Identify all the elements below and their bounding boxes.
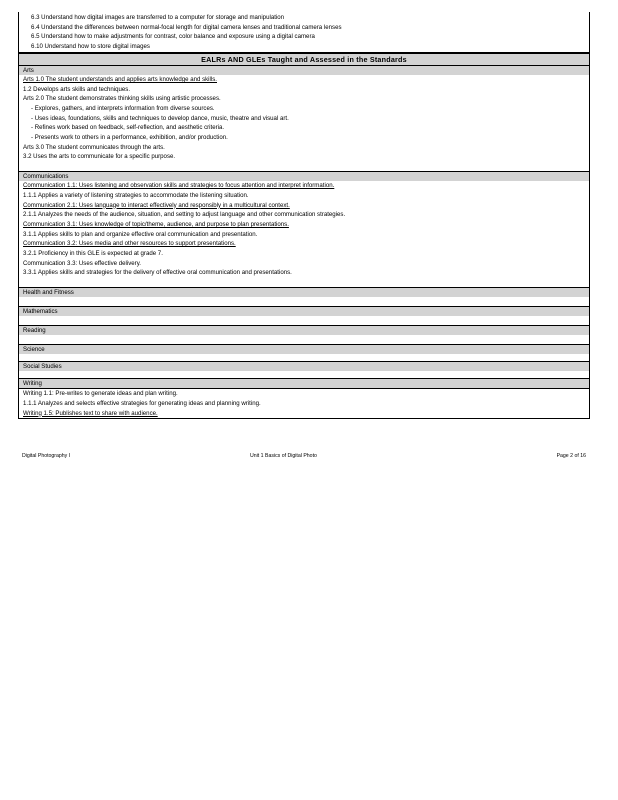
arts-line: Arts 3.0 The student communicates through the arts. bbox=[23, 143, 165, 151]
section-title-health: Health and Fitness bbox=[19, 287, 589, 297]
arts-line: Arts 2.0 The student demonstrates thinking skills using artistic processes. bbox=[23, 95, 221, 103]
objective-line: 6.10 Understand how to store digital images bbox=[31, 43, 150, 51]
arts-line: 1.2 Develops arts skills and techniques. bbox=[23, 85, 131, 93]
communications-line: Communication 2.1: Uses language to interact effectively and responsibly in a multicultural context. bbox=[23, 201, 290, 209]
communications-line: Communication 3.1: Uses knowledge of topic/theme, audience, and purpose to plan presentations. bbox=[23, 220, 289, 228]
objective-line: 6.4 Understand the differences between normal-focal length for digital camera lenses and traditional camera lenses bbox=[31, 23, 342, 31]
section-title-arts: Arts bbox=[19, 66, 589, 75]
section-title-mathematics: Mathematics bbox=[19, 306, 589, 316]
footer-unit: Unit 1 Basics of Digital Photo bbox=[250, 453, 317, 459]
standards-header: EALRs AND GLEs Taught and Assessed in the Standards bbox=[19, 53, 589, 66]
arts-line: - Presents work to others in a performance, exhibition, and/or production. bbox=[31, 134, 228, 142]
objectives-list bbox=[18, 12, 590, 53]
communications-line: 3.1.1 Applies skills to plan and organize effective oral communication and presentation. bbox=[23, 230, 258, 238]
arts-line: - Explores, gathers, and interprets information from diverse sources. bbox=[31, 104, 215, 112]
communications-line: Communication 1.1: Uses listening and observation skills and strategies to focus attention and interpret information. bbox=[23, 182, 335, 190]
communications-line: 3.2.1 Proficiency in this GLE is expected at grade 7. bbox=[23, 250, 163, 258]
communications-line: 3.3.1 Applies skills and strategies for the delivery of effective oral communication and presentations. bbox=[23, 269, 292, 277]
communications-line: Communication 3.3: Uses effective delivery. bbox=[23, 259, 141, 267]
section-title-reading: Reading bbox=[19, 325, 589, 335]
footer-page-number: Page 2 of 16 bbox=[556, 453, 586, 459]
standards-document bbox=[18, 12, 590, 419]
writing-line: Writing 1.5: Publishes text to share with audience. bbox=[23, 409, 158, 417]
communications-line: 1.1.1 Applies a variety of listening strategies to accommodate the listening situation. bbox=[23, 191, 249, 199]
section-title-communications: Communications bbox=[19, 171, 589, 181]
arts-line: - Refines work based on feedback, self-reflection, and aesthetic criteria. bbox=[31, 124, 225, 132]
objective-line: 6.5 Understand how to make adjustments for contrast, color balance and exposure using a digital camera bbox=[31, 33, 315, 41]
section-title-writing: Writing bbox=[19, 378, 589, 388]
arts-line: - Uses ideas, foundations, skills and techniques to develop dance, music, theatre and visual art. bbox=[31, 114, 289, 122]
arts-line: Arts 1.0 The student understands and applies arts knowledge and skills. bbox=[23, 75, 217, 83]
standards-table bbox=[18, 53, 590, 419]
communications-line: 2.1.1 Analyzes the needs of the audience, situation, and setting to adjust language and other communication strategies. bbox=[23, 211, 346, 219]
arts-line: 3.2 Uses the arts to communicate for a specific purpose. bbox=[23, 153, 176, 161]
section-title-social-studies: Social Studies bbox=[19, 361, 589, 371]
writing-line: Writing 1.1: Pre-writes to generate ideas and plan writing. bbox=[19, 388, 589, 399]
communications-line: Communication 3.2: Uses media and other resources to support presentations. bbox=[23, 240, 236, 248]
objective-line: 6.3 Understand how digital images are transferred to a computer for storage and manipulation bbox=[31, 14, 285, 21]
footer-course: Digital Photography I bbox=[22, 453, 71, 459]
writing-line: 1.1.1 Analyzes and selects effective strategies for generating ideas and planning writing. bbox=[23, 399, 261, 407]
section-title-science: Science bbox=[19, 344, 589, 354]
